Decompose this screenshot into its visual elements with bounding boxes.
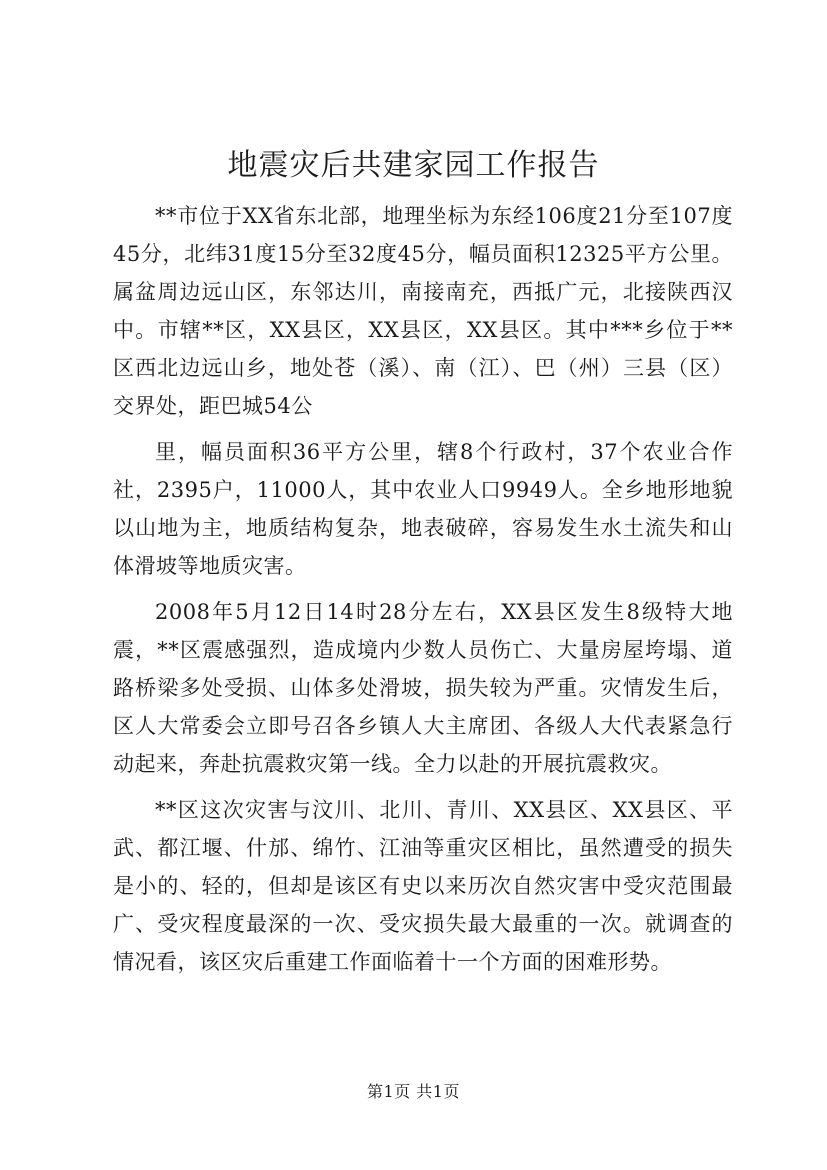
- paragraph-location: **市位于XX省东北部，地理坐标为东经106度21分至107度45分，北纬31度15分至32度45分，幅员面积12325平方公里。属盆周边远山区，东邻达川，南接南充，西抵广元，北接陕西汉中。市辖**区，XX县区，XX县区，XX县区。其中***乡位于**区西北边远山乡，地处苍（溪）、南（江）、巴（州）三县（区）交界处，距巴城54公: [113, 204, 733, 418]
- paragraph-township-overview: 里，幅员面积36平方公里，辖8个行政村，37个农业合作社，2395户，11000人，其中农业人口9949人。全乡地形地貌以山地为主，地质结构复杂，地表破碎，容易发生水土流失和山体滑坡等地质灾害。: [113, 440, 733, 578]
- page-footer: 第1页 共1页: [367, 1082, 460, 1101]
- paragraph-earthquake-event: 2008年5月12日14时28分左右，XX县区发生8级特大地震，**区震感强烈，造成境内少数人员伤亡、大量房屋垮塌、道路桥梁多处受损、山体多处滑坡，损失较为严重。灾情发生后，区人大常委会立即号召各乡镇人大主席团、各级人大代表紧急行动起来，奔赴抗震救灾第一线。全力以赴的开展抗震救灾。: [113, 600, 733, 776]
- document-title: 地震灾后共建家园工作报告: [227, 148, 600, 183]
- document-body: [113, 197, 733, 981]
- paragraph-disaster-comparison: **区这次灾害与汶川、北川、青川、XX县区、XX县区、平武、都江堰、什邡、绵竹、江油等重灾区相比，虽然遭受的损失是小的、轻的，但却是该区有史以来历次自然灾害中受灾范围最广、受灾程度最深的一次、受灾损失最大最重的一次。就调查的情况看，该区灾后重建工作面临着十一个方面的困难形势。: [113, 798, 733, 974]
